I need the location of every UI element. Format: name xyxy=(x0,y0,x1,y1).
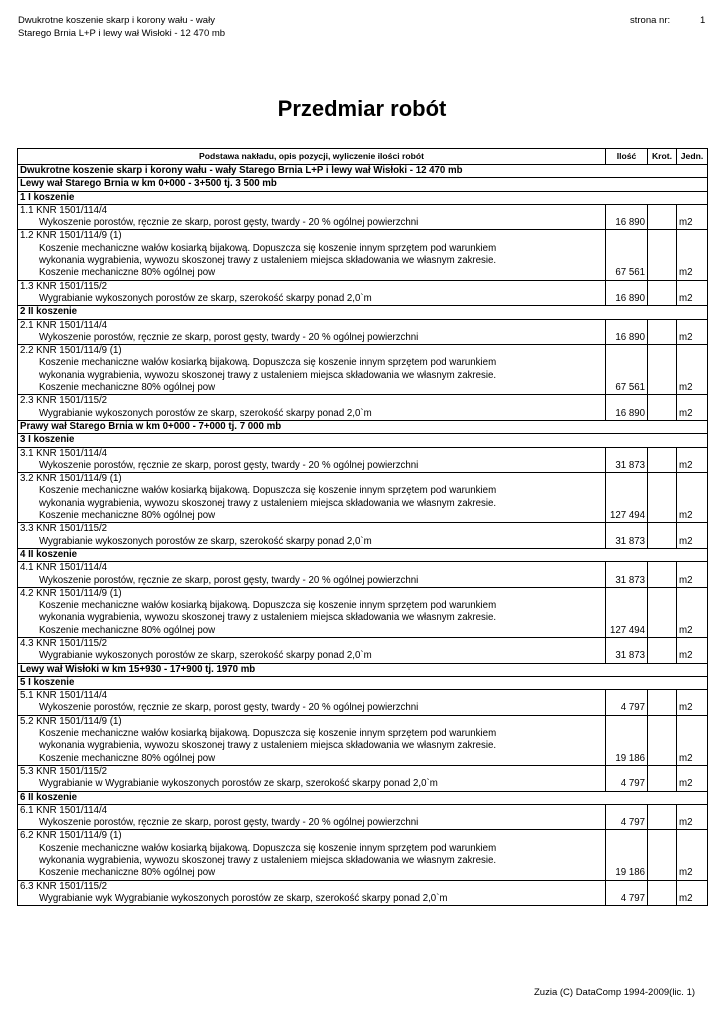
item-quantity: 67 561 xyxy=(606,345,648,395)
page-label: strona nr: xyxy=(630,15,671,26)
item-multiplier xyxy=(648,280,677,306)
item-code: 6.1 KNR 1501/114/4 xyxy=(20,804,108,816)
item-description-line: Wygrabianie wykoszonych porostów ze skarp, szerokość skarpy ponad 2,0`m xyxy=(39,650,372,662)
item-unit: m2 xyxy=(677,637,708,663)
item-unit: m2 xyxy=(677,830,708,880)
item-unit: m2 xyxy=(677,587,708,637)
item-code: 6.2 KNR 1501/114/9 (1) xyxy=(20,830,122,842)
section-heading: Prawy wał Starego Brnia w km 0+000 - 7+000 tj. 7 000 mb xyxy=(18,420,708,433)
item-description xyxy=(18,690,606,716)
item-unit: m2 xyxy=(677,473,708,523)
item-description-line: Wygrabianie wykoszonych porostów ze skarp, szerokość skarpy ponad 2,0`m xyxy=(39,407,372,419)
item-description xyxy=(18,830,606,880)
item-quantity: 127 494 xyxy=(606,587,648,637)
item-unit: m2 xyxy=(677,395,708,421)
item-row xyxy=(18,637,708,663)
item-quantity: 4 797 xyxy=(606,690,648,716)
item-description-line: Koszenie mechaniczne 80% ogólnej pow xyxy=(39,382,216,394)
item-row xyxy=(18,447,708,473)
section-row xyxy=(18,191,708,204)
section-row xyxy=(18,791,708,804)
item-description-line: wykonania wygrabienia, wywozu skoszonej trawy z ustaleniem miejsca składowania we własnym zakresie. xyxy=(39,255,497,267)
item-multiplier xyxy=(648,523,677,549)
item-quantity: 16 890 xyxy=(606,204,648,230)
item-description xyxy=(18,473,606,523)
item-description-line: wykonania wygrabienia, wywozu skoszonej trawy z ustaleniem miejsca składowania we własnym zakresie. xyxy=(39,369,497,381)
item-description-line: Koszenie mechaniczne wałów kosiarką bijakową. Dopuszcza się koszenie innym sprzętem pod warunkiem xyxy=(39,357,497,369)
table-body xyxy=(18,165,708,906)
item-row xyxy=(18,804,708,830)
item-multiplier xyxy=(648,880,677,906)
item-row xyxy=(18,562,708,588)
section-row xyxy=(18,434,708,447)
item-description-line: Wygrabianie wykoszonych porostów ze skarp, szerokość skarpy ponad 2,0`m xyxy=(39,535,372,547)
item-quantity: 16 890 xyxy=(606,280,648,306)
item-quantity: 31 873 xyxy=(606,447,648,473)
item-description xyxy=(18,345,606,395)
item-description-line: Wykoszenie porostów, ręcznie ze skarp, porost gęsty, twardy - 20 % ogólnej powierzchni xyxy=(39,331,419,343)
item-description-line: wykonania wygrabienia, wywozu skoszonej trawy z ustaleniem miejsca składowania we własnym zakresie. xyxy=(39,612,497,624)
item-description xyxy=(18,395,606,421)
item-description xyxy=(18,230,606,280)
item-unit: m2 xyxy=(677,204,708,230)
item-unit: m2 xyxy=(677,319,708,345)
item-row xyxy=(18,765,708,791)
document-header-left xyxy=(18,14,225,40)
item-quantity: 19 186 xyxy=(606,715,648,765)
item-row xyxy=(18,345,708,395)
item-description xyxy=(18,280,606,306)
item-code: 2.3 KNR 1501/115/2 xyxy=(20,395,108,407)
item-code: 5.1 KNR 1501/114/4 xyxy=(20,690,108,702)
item-row xyxy=(18,523,708,549)
item-unit: m2 xyxy=(677,690,708,716)
item-unit: m2 xyxy=(677,715,708,765)
item-description-line: Koszenie mechaniczne wałów kosiarką bijakową. Dopuszcza się koszenie innym sprzętem pod warunkiem xyxy=(39,242,497,254)
item-multiplier xyxy=(648,319,677,345)
item-quantity: 4 797 xyxy=(606,765,648,791)
item-multiplier xyxy=(648,715,677,765)
item-description-line: Koszenie mechaniczne wałów kosiarką bijakową. Dopuszcza się koszenie innym sprzętem pod warunkiem xyxy=(39,485,497,497)
section-heading: Lewy wał Starego Brnia w km 0+000 - 3+500 tj. 3 500 mb xyxy=(18,178,708,191)
item-multiplier xyxy=(648,830,677,880)
item-row xyxy=(18,204,708,230)
item-description-line: Wygrabianie w Wygrabianie wykoszonych porostów ze skarp, szerokość skarpy ponad 2,0`m xyxy=(39,778,438,790)
item-description xyxy=(18,204,606,230)
column-header-multiplier: Krot. xyxy=(648,149,677,165)
item-row xyxy=(18,690,708,716)
item-description-line: Koszenie mechaniczne 80% ogólnej pow xyxy=(39,267,216,279)
section-row xyxy=(18,420,708,433)
item-row xyxy=(18,319,708,345)
section-heading: 6 II koszenie xyxy=(18,791,708,804)
item-quantity: 4 797 xyxy=(606,804,648,830)
item-multiplier xyxy=(648,804,677,830)
header-line-1: Dwukrotne koszenie skarp i korony wału - wały xyxy=(18,15,215,26)
item-row xyxy=(18,395,708,421)
item-quantity: 31 873 xyxy=(606,523,648,549)
item-description-line: Wykoszenie porostów, ręcznie ze skarp, porost gęsty, twardy - 20 % ogólnej powierzchni xyxy=(39,574,419,586)
footer-credit: Zuzia (C) DataComp 1994-2009(lic. 1) xyxy=(534,987,696,998)
item-description-line: wykonania wygrabienia, wywozu skoszonej trawy z ustaleniem miejsca składowania we własnym zakresie. xyxy=(39,855,497,867)
header-line-2: Starego Brnia L+P i lewy wał Wisłoki - 12 470 mb xyxy=(18,28,226,39)
item-description xyxy=(18,523,606,549)
item-quantity: 16 890 xyxy=(606,395,648,421)
item-code: 1.1 KNR 1501/114/4 xyxy=(20,204,108,216)
item-quantity: 127 494 xyxy=(606,473,648,523)
item-description-line: Koszenie mechaniczne 80% ogólnej pow xyxy=(39,867,216,879)
item-description xyxy=(18,804,606,830)
item-code: 4.3 KNR 1501/115/2 xyxy=(20,637,108,649)
item-row xyxy=(18,880,708,906)
item-description xyxy=(18,880,606,906)
item-code: 3.2 KNR 1501/114/9 (1) xyxy=(20,473,122,485)
item-quantity: 67 561 xyxy=(606,230,648,280)
page-title: Przedmiar robót xyxy=(277,96,447,121)
item-row xyxy=(18,715,708,765)
item-multiplier xyxy=(648,473,677,523)
item-code: 6.3 KNR 1501/115/2 xyxy=(20,880,108,892)
item-unit: m2 xyxy=(677,880,708,906)
section-heading: 2 II koszenie xyxy=(18,306,708,319)
item-multiplier xyxy=(648,765,677,791)
item-description xyxy=(18,637,606,663)
section-row xyxy=(18,548,708,561)
item-multiplier xyxy=(648,395,677,421)
item-description xyxy=(18,562,606,588)
item-multiplier xyxy=(648,204,677,230)
section-heading: 4 II koszenie xyxy=(18,548,708,561)
item-multiplier xyxy=(648,637,677,663)
item-description-line: Wygrabianie wyk Wygrabianie wykoszonych porostów ze skarp, szerokość skarpy ponad 2,0`m xyxy=(39,892,448,904)
item-multiplier xyxy=(648,562,677,588)
item-multiplier xyxy=(648,345,677,395)
item-code: 5.2 KNR 1501/114/9 (1) xyxy=(20,715,122,727)
column-header-description: Podstawa nakładu, opis pozycji, wyliczenie ilości robót xyxy=(18,149,606,165)
item-unit: m2 xyxy=(677,562,708,588)
item-code: 2.2 KNR 1501/114/9 (1) xyxy=(20,345,122,357)
item-row xyxy=(18,587,708,637)
item-description xyxy=(18,765,606,791)
item-code: 3.1 KNR 1501/114/4 xyxy=(20,447,108,459)
section-row xyxy=(18,663,708,676)
item-description-line: Koszenie mechaniczne wałów kosiarką bijakową. Dopuszcza się koszenie innym sprzętem pod warunkiem xyxy=(39,728,497,740)
item-description-line: Wykoszenie porostów, ręcznie ze skarp, porost gęsty, twardy - 20 % ogólnej powierzchni xyxy=(39,217,419,229)
item-quantity: 16 890 xyxy=(606,319,648,345)
item-description-line: Wykoszenie porostów, ręcznie ze skarp, porost gęsty, twardy - 20 % ogólnej powierzchni xyxy=(39,702,419,714)
item-description-line: Wygrabianie wykoszonych porostów ze skarp, szerokość skarpy ponad 2,0`m xyxy=(39,292,372,304)
item-code: 4.1 KNR 1501/114/4 xyxy=(20,562,108,574)
column-header-unit: Jedn. xyxy=(677,149,708,165)
column-header-quantity: Ilość xyxy=(606,149,648,165)
item-description xyxy=(18,447,606,473)
item-quantity: 4 797 xyxy=(606,880,648,906)
item-description xyxy=(18,319,606,345)
page-number-block xyxy=(630,14,706,27)
item-description xyxy=(18,715,606,765)
item-quantity: 31 873 xyxy=(606,637,648,663)
item-description-line: Wykoszenie porostów, ręcznie ze skarp, porost gęsty, twardy - 20 % ogólnej powierzchni xyxy=(39,459,419,471)
section-row xyxy=(18,165,708,178)
item-unit: m2 xyxy=(677,804,708,830)
item-description-line: Koszenie mechaniczne wałów kosiarką bijakową. Dopuszcza się koszenie innym sprzętem pod warunkiem xyxy=(39,842,497,854)
item-description xyxy=(18,587,606,637)
table-header-row xyxy=(18,149,708,165)
item-row xyxy=(18,473,708,523)
item-description-line: wykonania wygrabienia, wywozu skoszonej trawy z ustaleniem miejsca składowania we własnym zakresie. xyxy=(39,740,497,752)
section-heading: 1 I koszenie xyxy=(18,191,708,204)
section-heading: Dwukrotne koszenie skarp i korony wału - wały Starego Brnia L+P i lewy wał Wisłoki - 12 470 mb xyxy=(18,165,708,178)
bill-of-quantities-table xyxy=(17,148,708,906)
item-unit: m2 xyxy=(677,230,708,280)
item-multiplier xyxy=(648,587,677,637)
item-quantity: 31 873 xyxy=(606,562,648,588)
item-code: 4.2 KNR 1501/114/9 (1) xyxy=(20,587,122,599)
item-multiplier xyxy=(648,230,677,280)
item-quantity: 19 186 xyxy=(606,830,648,880)
section-heading: 5 I koszenie xyxy=(18,676,708,689)
item-code: 3.3 KNR 1501/115/2 xyxy=(20,523,108,535)
item-code: 5.3 KNR 1501/115/2 xyxy=(20,765,108,777)
item-row xyxy=(18,830,708,880)
section-row xyxy=(18,676,708,689)
section-heading: Lewy wał Wisłoki w km 15+930 - 17+900 tj. 1970 mb xyxy=(18,663,708,676)
section-row xyxy=(18,178,708,191)
item-description-line: Koszenie mechaniczne 80% ogólnej pow xyxy=(39,510,216,522)
item-unit: m2 xyxy=(677,523,708,549)
item-description-line: Koszenie mechaniczne 80% ogólnej pow xyxy=(39,752,216,764)
item-code: 2.1 KNR 1501/114/4 xyxy=(20,319,108,331)
item-unit: m2 xyxy=(677,447,708,473)
item-description-line: Wykoszenie porostów, ręcznie ze skarp, porost gęsty, twardy - 20 % ogólnej powierzchni xyxy=(39,817,419,829)
item-row xyxy=(18,230,708,280)
item-description-line: wykonania wygrabienia, wywozu skoszonej trawy z ustaleniem miejsca składowania we własnym zakresie. xyxy=(39,497,497,509)
item-description-line: Koszenie mechaniczne wałów kosiarką bijakową. Dopuszcza się koszenie innym sprzętem pod warunkiem xyxy=(39,600,497,612)
item-description-line: Koszenie mechaniczne 80% ogólnej pow xyxy=(39,624,216,636)
item-multiplier xyxy=(648,690,677,716)
item-code: 1.3 KNR 1501/115/2 xyxy=(20,280,108,292)
item-unit: m2 xyxy=(677,280,708,306)
page-number: 1 xyxy=(700,15,706,26)
section-heading: 3 I koszenie xyxy=(18,434,708,447)
item-unit: m2 xyxy=(677,345,708,395)
item-multiplier xyxy=(648,447,677,473)
section-row xyxy=(18,306,708,319)
item-unit: m2 xyxy=(677,765,708,791)
item-row xyxy=(18,280,708,306)
item-code: 1.2 KNR 1501/114/9 (1) xyxy=(20,230,122,242)
